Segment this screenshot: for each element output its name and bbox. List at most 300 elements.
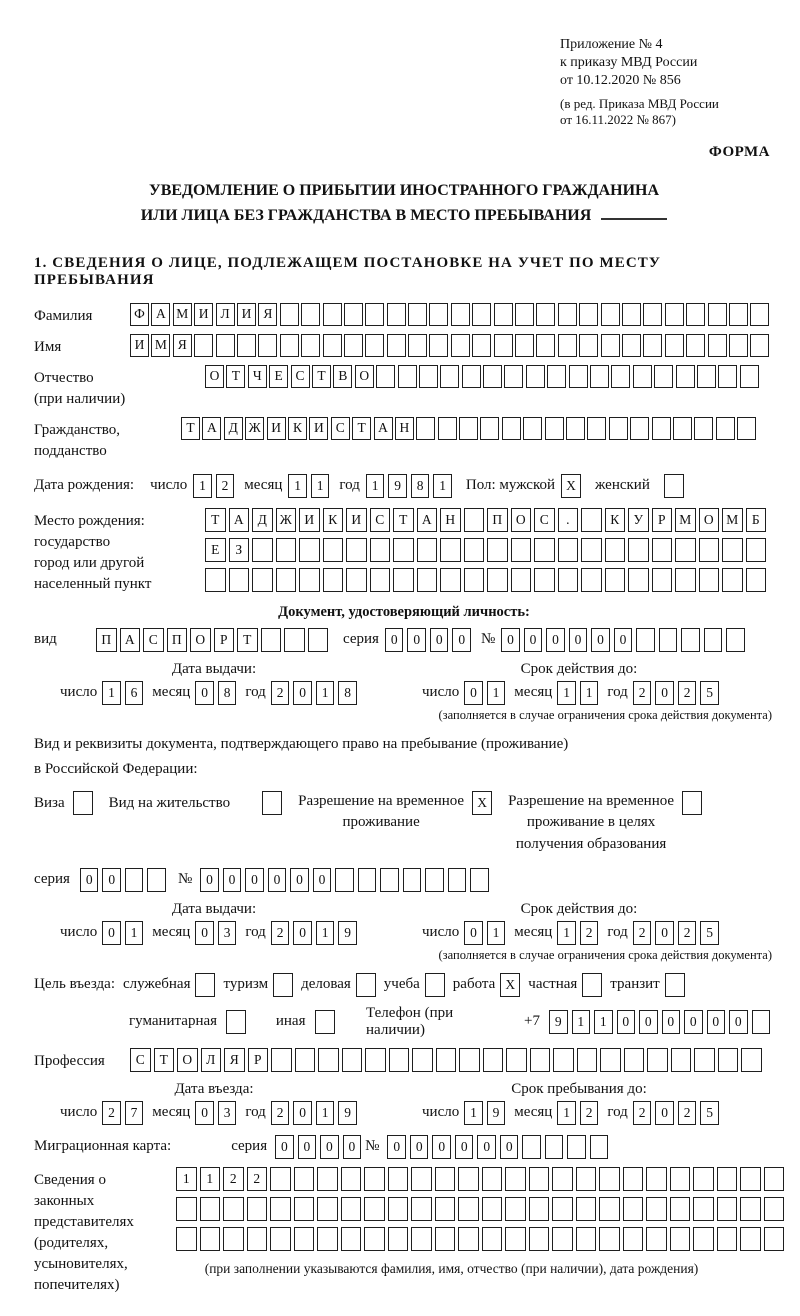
char-cell[interactable]: 0 (464, 681, 483, 705)
char-cell[interactable] (741, 1048, 762, 1072)
char-cell[interactable] (681, 628, 700, 652)
char-cell[interactable] (558, 303, 577, 326)
char-cell[interactable] (435, 1227, 456, 1251)
char-cell[interactable] (482, 1167, 503, 1191)
char-cell[interactable]: С (143, 628, 164, 652)
char-cell[interactable] (323, 303, 342, 326)
char-cell[interactable] (436, 1048, 457, 1072)
char-cell[interactable] (370, 538, 391, 562)
char-cell[interactable]: 1 (487, 681, 506, 705)
char-cell[interactable] (569, 365, 588, 388)
char-cell[interactable]: Я (173, 334, 192, 357)
char-cell[interactable]: X (472, 791, 492, 815)
char-cell[interactable]: 1 (557, 921, 576, 945)
char-cell[interactable]: 1 (311, 474, 330, 498)
char-cell[interactable]: 0 (432, 1135, 451, 1159)
char-cell[interactable] (389, 1048, 410, 1072)
char-cell[interactable]: 0 (617, 1010, 636, 1034)
char-cell[interactable]: И (194, 303, 213, 326)
char-cell[interactable]: 1 (366, 474, 385, 498)
char-cell[interactable]: Ж (245, 417, 264, 440)
char-cell[interactable] (458, 1167, 479, 1191)
char-cell[interactable] (388, 1167, 409, 1191)
char-cell[interactable] (411, 1167, 432, 1191)
char-cell[interactable]: 0 (569, 628, 588, 652)
char-cell[interactable] (577, 1048, 598, 1072)
char-cell[interactable] (553, 1048, 574, 1072)
char-cell[interactable] (764, 1227, 785, 1251)
char-cell[interactable]: Л (216, 303, 235, 326)
char-cell[interactable]: И (299, 508, 320, 532)
char-cell[interactable]: 9 (549, 1010, 568, 1034)
char-cell[interactable]: 2 (633, 681, 652, 705)
char-cell[interactable] (704, 628, 723, 652)
char-cell[interactable]: 0 (245, 868, 264, 892)
char-cell[interactable] (601, 334, 620, 357)
char-cell[interactable] (451, 303, 470, 326)
char-cell[interactable] (534, 568, 555, 592)
char-cell[interactable]: 0 (298, 1135, 317, 1159)
char-cell[interactable]: 0 (524, 628, 543, 652)
char-cell[interactable]: 0 (385, 628, 404, 652)
char-cell[interactable] (579, 303, 598, 326)
char-cell[interactable]: И (130, 334, 149, 357)
char-cell[interactable] (237, 334, 256, 357)
char-cell[interactable] (576, 1167, 597, 1191)
char-cell[interactable]: Т (312, 365, 331, 388)
char-cell[interactable] (694, 417, 713, 440)
char-cell[interactable] (567, 1135, 586, 1159)
char-cell[interactable]: 9 (338, 1101, 357, 1125)
char-cell[interactable]: Р (248, 1048, 269, 1072)
char-cell[interactable]: 1 (487, 921, 506, 945)
char-cell[interactable]: О (355, 365, 374, 388)
char-cell[interactable] (729, 334, 748, 357)
char-cell[interactable]: 0 (320, 1135, 339, 1159)
char-cell[interactable] (665, 303, 684, 326)
char-cell[interactable] (729, 303, 748, 326)
char-cell[interactable]: А (120, 628, 141, 652)
char-cell[interactable] (299, 568, 320, 592)
char-cell[interactable] (261, 628, 282, 652)
char-cell[interactable] (365, 1048, 386, 1072)
char-cell[interactable]: 0 (501, 628, 520, 652)
char-cell[interactable]: А (374, 417, 393, 440)
char-cell[interactable] (599, 1167, 620, 1191)
char-cell[interactable] (545, 1135, 564, 1159)
char-cell[interactable] (671, 1048, 692, 1072)
char-cell[interactable]: 2 (216, 474, 235, 498)
char-cell[interactable] (536, 334, 555, 357)
char-cell[interactable] (276, 568, 297, 592)
char-cell[interactable]: 1 (464, 1101, 483, 1125)
char-cell[interactable] (665, 973, 685, 997)
char-cell[interactable] (252, 568, 273, 592)
char-cell[interactable]: 1 (193, 474, 212, 498)
char-cell[interactable]: 0 (546, 628, 565, 652)
char-cell[interactable] (529, 1227, 550, 1251)
char-cell[interactable]: 1 (316, 921, 335, 945)
char-cell[interactable] (670, 1227, 691, 1251)
char-cell[interactable] (693, 1167, 714, 1191)
char-cell[interactable]: 0 (293, 1101, 312, 1125)
char-cell[interactable] (579, 334, 598, 357)
char-cell[interactable] (365, 303, 384, 326)
char-cell[interactable]: 0 (614, 628, 633, 652)
char-cell[interactable]: Е (269, 365, 288, 388)
char-cell[interactable]: 0 (662, 1010, 681, 1034)
char-cell[interactable] (194, 334, 213, 357)
char-cell[interactable] (686, 303, 705, 326)
char-cell[interactable] (529, 1197, 550, 1221)
char-cell[interactable] (740, 365, 759, 388)
char-cell[interactable] (740, 1197, 761, 1221)
char-cell[interactable] (552, 1197, 573, 1221)
char-cell[interactable] (530, 1048, 551, 1072)
char-cell[interactable]: Р (652, 508, 673, 532)
char-cell[interactable] (536, 303, 555, 326)
char-cell[interactable] (511, 568, 532, 592)
char-cell[interactable]: П (167, 628, 188, 652)
char-cell[interactable] (247, 1197, 268, 1221)
char-cell[interactable] (646, 1167, 667, 1191)
char-cell[interactable] (411, 1197, 432, 1221)
char-cell[interactable] (376, 365, 395, 388)
char-cell[interactable] (581, 508, 602, 532)
char-cell[interactable]: 2 (633, 921, 652, 945)
char-cell[interactable]: А (229, 508, 250, 532)
char-cell[interactable] (440, 365, 459, 388)
char-cell[interactable] (429, 334, 448, 357)
char-cell[interactable] (284, 628, 305, 652)
char-cell[interactable] (393, 568, 414, 592)
char-cell[interactable] (636, 628, 655, 652)
char-cell[interactable]: Ф (130, 303, 149, 326)
char-cell[interactable] (388, 1227, 409, 1251)
char-cell[interactable] (502, 417, 521, 440)
char-cell[interactable]: Б (746, 508, 767, 532)
char-cell[interactable] (419, 365, 438, 388)
char-cell[interactable] (534, 538, 555, 562)
char-cell[interactable]: 3 (218, 1101, 237, 1125)
char-cell[interactable] (458, 1197, 479, 1221)
char-cell[interactable] (416, 417, 435, 440)
char-cell[interactable] (633, 365, 652, 388)
char-cell[interactable]: Т (393, 508, 414, 532)
char-cell[interactable] (294, 1197, 315, 1221)
char-cell[interactable]: 2 (271, 921, 290, 945)
char-cell[interactable] (483, 365, 502, 388)
char-cell[interactable] (722, 538, 743, 562)
char-cell[interactable] (195, 973, 215, 997)
char-cell[interactable]: Т (181, 417, 200, 440)
char-cell[interactable] (483, 1048, 504, 1072)
char-cell[interactable] (438, 417, 457, 440)
char-cell[interactable]: 1 (557, 681, 576, 705)
char-cell[interactable] (262, 791, 282, 815)
char-cell[interactable] (482, 1227, 503, 1251)
char-cell[interactable]: 2 (678, 1101, 697, 1125)
char-cell[interactable]: 0 (293, 681, 312, 705)
char-cell[interactable] (459, 1048, 480, 1072)
char-cell[interactable] (365, 334, 384, 357)
char-cell[interactable] (547, 365, 566, 388)
char-cell[interactable]: 0 (343, 1135, 362, 1159)
char-cell[interactable] (717, 1197, 738, 1221)
char-cell[interactable]: К (323, 508, 344, 532)
char-cell[interactable] (440, 568, 461, 592)
char-cell[interactable]: С (534, 508, 555, 532)
char-cell[interactable] (356, 973, 376, 997)
char-cell[interactable] (622, 303, 641, 326)
char-cell[interactable]: Т (154, 1048, 175, 1072)
char-cell[interactable]: З (229, 538, 250, 562)
char-cell[interactable]: О (511, 508, 532, 532)
char-cell[interactable]: 2 (633, 1101, 652, 1125)
char-cell[interactable]: 1 (580, 681, 599, 705)
char-cell[interactable] (740, 1227, 761, 1251)
char-cell[interactable] (686, 334, 705, 357)
char-cell[interactable] (652, 538, 673, 562)
char-cell[interactable] (697, 365, 716, 388)
char-cell[interactable] (670, 1197, 691, 1221)
char-cell[interactable]: 1 (316, 1101, 335, 1125)
char-cell[interactable] (506, 1048, 527, 1072)
char-cell[interactable] (147, 868, 166, 892)
char-cell[interactable] (581, 538, 602, 562)
char-cell[interactable] (417, 568, 438, 592)
char-cell[interactable]: 9 (338, 921, 357, 945)
char-cell[interactable] (630, 417, 649, 440)
char-cell[interactable] (718, 365, 737, 388)
char-cell[interactable] (587, 417, 606, 440)
char-cell[interactable] (470, 868, 489, 892)
char-cell[interactable]: 1 (557, 1101, 576, 1125)
char-cell[interactable]: Е (205, 538, 226, 562)
char-cell[interactable] (552, 1227, 573, 1251)
char-cell[interactable] (590, 1135, 609, 1159)
char-cell[interactable]: 0 (655, 921, 674, 945)
char-cell[interactable]: Т (352, 417, 371, 440)
char-cell[interactable]: 2 (580, 1101, 599, 1125)
char-cell[interactable] (425, 868, 444, 892)
char-cell[interactable]: Ж (276, 508, 297, 532)
char-cell[interactable]: 0 (313, 868, 332, 892)
char-cell[interactable] (223, 1227, 244, 1251)
char-cell[interactable] (676, 365, 695, 388)
char-cell[interactable] (750, 334, 769, 357)
char-cell[interactable] (346, 538, 367, 562)
char-cell[interactable]: Я (258, 303, 277, 326)
char-cell[interactable] (472, 334, 491, 357)
char-cell[interactable] (590, 365, 609, 388)
char-cell[interactable]: 2 (580, 921, 599, 945)
char-cell[interactable]: 2 (102, 1101, 121, 1125)
char-cell[interactable] (487, 568, 508, 592)
char-cell[interactable] (675, 568, 696, 592)
char-cell[interactable]: 0 (80, 868, 99, 892)
char-cell[interactable]: 0 (410, 1135, 429, 1159)
char-cell[interactable]: О (699, 508, 720, 532)
char-cell[interactable] (737, 417, 756, 440)
char-cell[interactable] (341, 1227, 362, 1251)
char-cell[interactable]: 1 (200, 1167, 221, 1191)
char-cell[interactable]: О (205, 365, 224, 388)
char-cell[interactable] (370, 568, 391, 592)
char-cell[interactable] (364, 1197, 385, 1221)
char-cell[interactable] (393, 538, 414, 562)
char-cell[interactable]: . (558, 508, 579, 532)
char-cell[interactable] (623, 1167, 644, 1191)
char-cell[interactable] (425, 973, 445, 997)
char-cell[interactable] (515, 303, 534, 326)
char-cell[interactable]: 0 (477, 1135, 496, 1159)
char-cell[interactable]: В (333, 365, 352, 388)
char-cell[interactable] (317, 1167, 338, 1191)
char-cell[interactable]: 0 (407, 628, 426, 652)
char-cell[interactable] (318, 1048, 339, 1072)
char-cell[interactable] (505, 1197, 526, 1221)
char-cell[interactable] (545, 417, 564, 440)
char-cell[interactable]: Т (226, 365, 245, 388)
char-cell[interactable] (323, 334, 342, 357)
char-cell[interactable]: 0 (195, 1101, 214, 1125)
char-cell[interactable]: 1 (102, 681, 121, 705)
char-cell[interactable]: X (561, 474, 581, 498)
char-cell[interactable] (652, 568, 673, 592)
char-cell[interactable]: О (190, 628, 211, 652)
char-cell[interactable]: 0 (223, 868, 242, 892)
char-cell[interactable] (387, 334, 406, 357)
char-cell[interactable] (440, 538, 461, 562)
char-cell[interactable] (624, 1048, 645, 1072)
char-cell[interactable]: 8 (218, 681, 237, 705)
char-cell[interactable]: 0 (707, 1010, 726, 1034)
char-cell[interactable] (523, 417, 542, 440)
char-cell[interactable] (647, 1048, 668, 1072)
char-cell[interactable] (408, 334, 427, 357)
char-cell[interactable] (764, 1197, 785, 1221)
char-cell[interactable]: М (675, 508, 696, 532)
char-cell[interactable] (643, 303, 662, 326)
char-cell[interactable]: Н (440, 508, 461, 532)
char-cell[interactable]: 1 (125, 921, 144, 945)
char-cell[interactable] (600, 1048, 621, 1072)
char-cell[interactable] (558, 334, 577, 357)
char-cell[interactable] (270, 1227, 291, 1251)
char-cell[interactable] (694, 1048, 715, 1072)
char-cell[interactable]: 5 (700, 681, 719, 705)
char-cell[interactable]: 0 (195, 681, 214, 705)
char-cell[interactable] (599, 1227, 620, 1251)
char-cell[interactable] (628, 538, 649, 562)
char-cell[interactable] (504, 365, 523, 388)
char-cell[interactable] (722, 568, 743, 592)
char-cell[interactable] (398, 365, 417, 388)
char-cell[interactable]: 7 (125, 1101, 144, 1125)
char-cell[interactable]: Л (201, 1048, 222, 1072)
char-cell[interactable]: 0 (430, 628, 449, 652)
char-cell[interactable] (301, 303, 320, 326)
char-cell[interactable] (576, 1227, 597, 1251)
char-cell[interactable] (682, 791, 702, 815)
char-cell[interactable]: П (96, 628, 117, 652)
char-cell[interactable] (317, 1227, 338, 1251)
char-cell[interactable]: 1 (433, 474, 452, 498)
char-cell[interactable]: Р (214, 628, 235, 652)
char-cell[interactable]: 0 (268, 868, 287, 892)
char-cell[interactable] (271, 1048, 292, 1072)
char-cell[interactable] (558, 568, 579, 592)
char-cell[interactable] (388, 1197, 409, 1221)
char-cell[interactable] (659, 628, 678, 652)
char-cell[interactable] (223, 1197, 244, 1221)
char-cell[interactable]: 0 (639, 1010, 658, 1034)
char-cell[interactable]: 5 (700, 921, 719, 945)
char-cell[interactable] (708, 303, 727, 326)
char-cell[interactable] (529, 1167, 550, 1191)
char-cell[interactable]: Т (237, 628, 258, 652)
char-cell[interactable] (494, 334, 513, 357)
char-cell[interactable]: И (267, 417, 286, 440)
char-cell[interactable] (270, 1197, 291, 1221)
char-cell[interactable]: М (173, 303, 192, 326)
char-cell[interactable] (752, 1010, 771, 1034)
char-cell[interactable] (599, 1197, 620, 1221)
char-cell[interactable]: 9 (388, 474, 407, 498)
char-cell[interactable]: С (331, 417, 350, 440)
char-cell[interactable] (125, 868, 144, 892)
char-cell[interactable] (412, 1048, 433, 1072)
char-cell[interactable] (522, 1135, 541, 1159)
char-cell[interactable]: 0 (655, 1101, 674, 1125)
char-cell[interactable]: 0 (591, 628, 610, 652)
char-cell[interactable] (664, 474, 684, 498)
char-cell[interactable] (652, 417, 671, 440)
char-cell[interactable] (342, 1048, 363, 1072)
char-cell[interactable] (505, 1227, 526, 1251)
char-cell[interactable]: 0 (290, 868, 309, 892)
char-cell[interactable] (746, 568, 767, 592)
char-cell[interactable] (581, 568, 602, 592)
char-cell[interactable] (335, 868, 354, 892)
char-cell[interactable]: А (417, 508, 438, 532)
char-cell[interactable] (344, 303, 363, 326)
char-cell[interactable] (526, 365, 545, 388)
title-blank-line[interactable] (601, 206, 667, 220)
char-cell[interactable] (726, 628, 745, 652)
char-cell[interactable]: С (370, 508, 391, 532)
char-cell[interactable] (558, 538, 579, 562)
char-cell[interactable]: 0 (200, 868, 219, 892)
char-cell[interactable] (654, 365, 673, 388)
char-cell[interactable]: 0 (102, 868, 121, 892)
char-cell[interactable] (623, 1227, 644, 1251)
char-cell[interactable] (675, 538, 696, 562)
char-cell[interactable] (73, 791, 93, 815)
char-cell[interactable] (346, 568, 367, 592)
char-cell[interactable] (458, 1227, 479, 1251)
char-cell[interactable] (403, 868, 422, 892)
char-cell[interactable]: 0 (655, 681, 674, 705)
char-cell[interactable] (764, 1167, 785, 1191)
char-cell[interactable] (341, 1167, 362, 1191)
char-cell[interactable]: 0 (464, 921, 483, 945)
char-cell[interactable]: 0 (275, 1135, 294, 1159)
char-cell[interactable] (699, 568, 720, 592)
char-cell[interactable] (693, 1197, 714, 1221)
char-cell[interactable]: 5 (700, 1101, 719, 1125)
